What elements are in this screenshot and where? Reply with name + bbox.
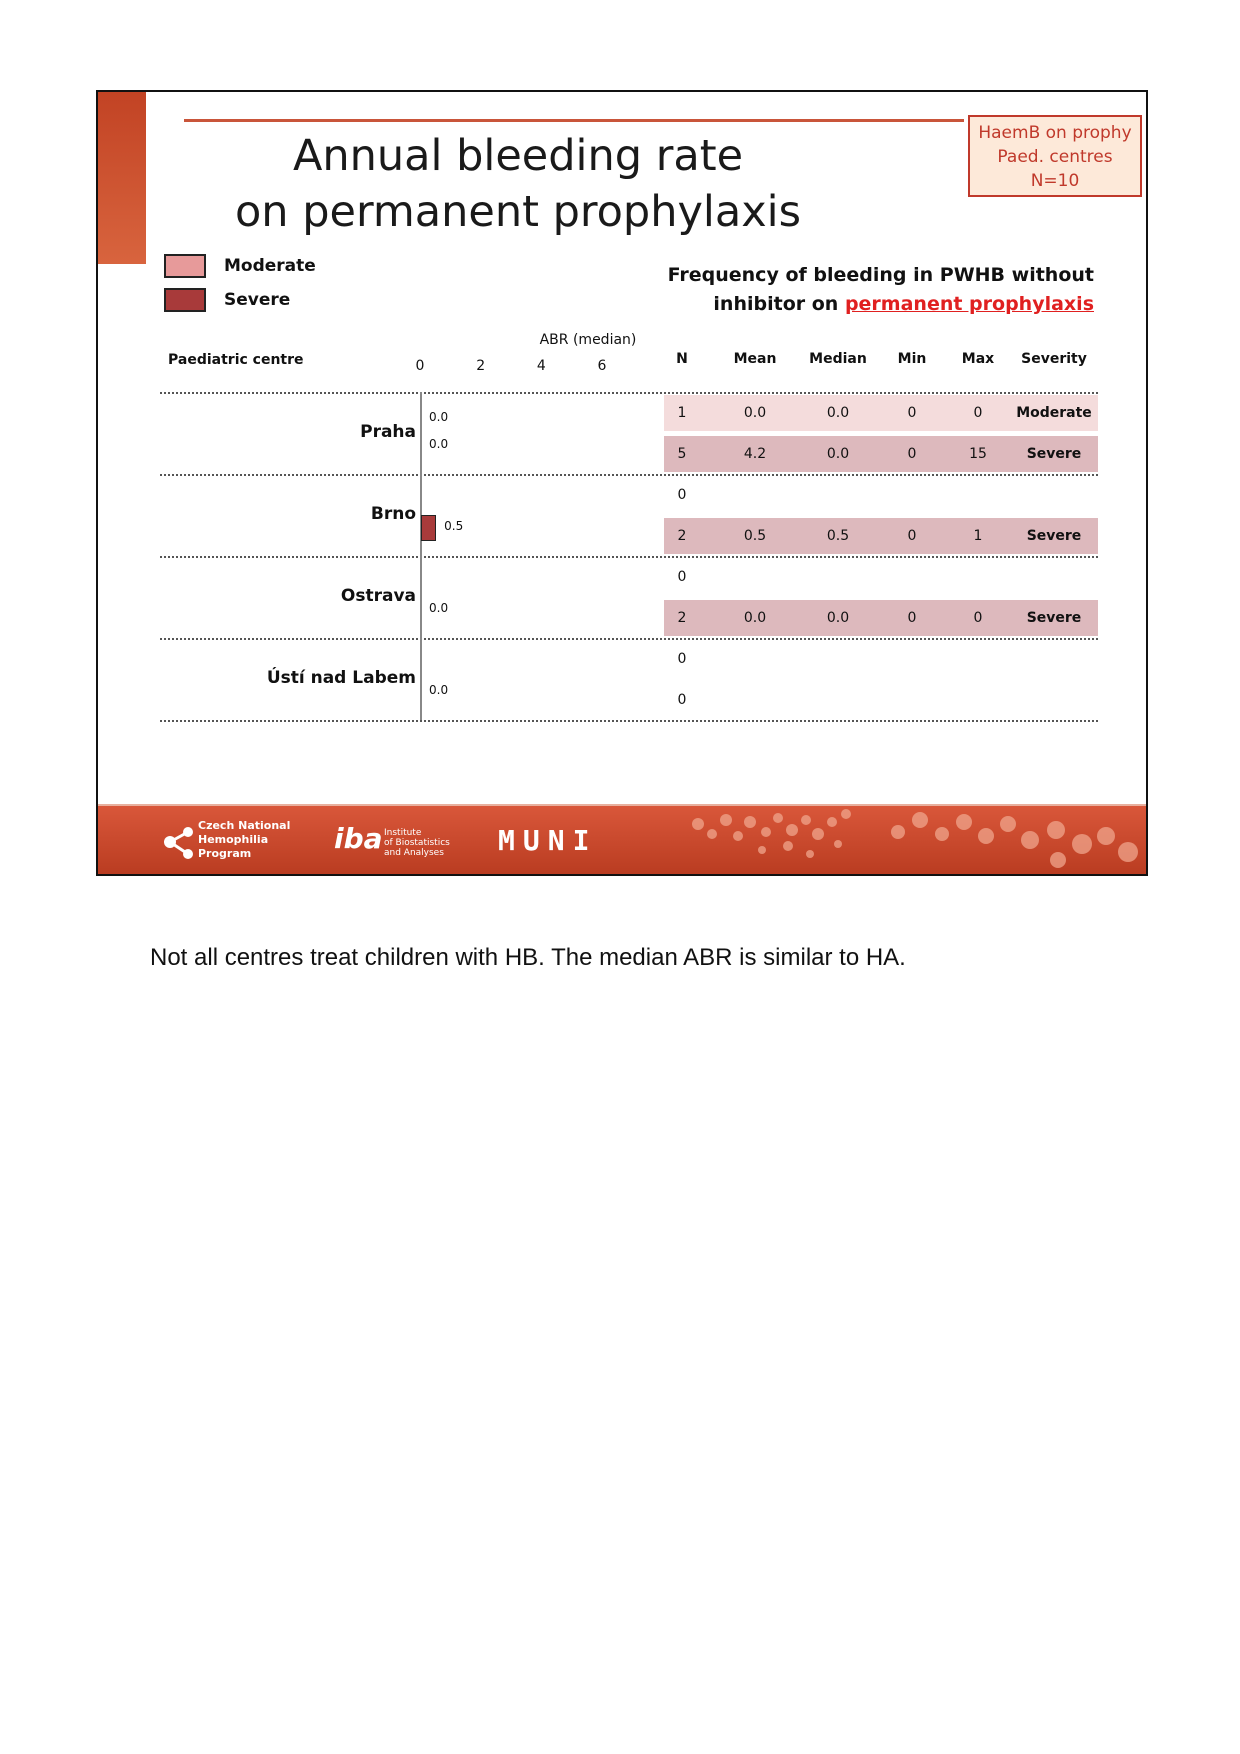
- cell-n: 0: [677, 651, 687, 667]
- separator-line: [160, 638, 1098, 640]
- cell-median: [798, 559, 878, 595]
- table-row: [664, 682, 1098, 718]
- logo-czech-hemophilia: [198, 819, 290, 861]
- header-median: Median: [809, 351, 867, 367]
- cell-max: [948, 641, 1008, 677]
- logo2-line-2: of Biostatistics: [384, 838, 450, 848]
- cell-mean: 0.0: [743, 610, 767, 626]
- header-max: Max: [961, 351, 995, 367]
- cell-severity: Severe: [1026, 446, 1082, 462]
- cell-mean: [720, 477, 790, 513]
- centre-label: Brno: [370, 504, 416, 524]
- cell-median: 0.5: [826, 528, 850, 544]
- data-label: 0.0: [429, 601, 449, 615]
- table-row: [664, 395, 1098, 431]
- cell-max: 1: [973, 528, 983, 544]
- cell-mean: [720, 641, 790, 677]
- cell-min: [882, 559, 942, 595]
- separator-line: [160, 556, 1098, 558]
- bar-severe-brno: [421, 515, 436, 541]
- centre-label: Ostrava: [340, 586, 416, 606]
- data-label: 0.5: [444, 519, 464, 533]
- cell-min: 0: [907, 446, 917, 462]
- legend-swatch-moderate: [164, 254, 206, 278]
- cell-mean: 0.0: [743, 405, 767, 421]
- data-label: 0.0: [429, 683, 449, 697]
- logo1-line-2: Hemophilia: [198, 833, 269, 846]
- y-axis-line: [420, 392, 422, 720]
- cell-mean: 0.5: [743, 528, 767, 544]
- info-badge: [968, 115, 1142, 197]
- header-centre: Paediatric centre: [168, 352, 304, 368]
- x-tick-4: 4: [536, 358, 546, 374]
- header-severity: Severity: [1021, 351, 1087, 367]
- footer-bar: [98, 804, 1148, 876]
- frequency-title-line-2: [668, 290, 1094, 319]
- cell-median: 0.0: [826, 446, 850, 462]
- cell-mean: 4.2: [743, 446, 767, 462]
- cell-severity: [1010, 682, 1098, 718]
- cell-min: 0: [907, 610, 917, 626]
- cell-n: 0: [677, 487, 687, 503]
- cell-mean: [720, 682, 790, 718]
- caption: Not all centres treat children with HB. The median ABR is similar to HA.: [150, 944, 906, 971]
- cell-max: 0: [973, 405, 983, 421]
- cell-median: [798, 682, 878, 718]
- cell-n: 5: [677, 446, 687, 462]
- cell-severity: [1010, 559, 1098, 595]
- slide: [96, 90, 1148, 876]
- separator-line: [160, 392, 1098, 394]
- logo2-line-3: and Analyses: [384, 848, 444, 858]
- badge-line-2: Paed. centres: [997, 147, 1113, 167]
- cell-max: 15: [969, 446, 987, 462]
- cell-min: [882, 641, 942, 677]
- table-row: [664, 600, 1098, 636]
- cell-mean: [720, 559, 790, 595]
- cell-severity: Moderate: [1016, 405, 1092, 421]
- cell-median: [798, 641, 878, 677]
- permanent-prophylaxis-link[interactable]: permanent prophylaxis: [844, 293, 1094, 315]
- cell-max: [948, 559, 1008, 595]
- cell-min: 0: [907, 405, 917, 421]
- centre-label: Ústí nad Labem: [266, 668, 416, 688]
- cell-severity: Severe: [1026, 528, 1082, 544]
- badge-line-1: HaemB on prophy: [978, 123, 1132, 143]
- header-mean: Mean: [733, 351, 777, 367]
- legend-label-moderate: Moderate: [224, 256, 316, 276]
- table-row: [664, 477, 1098, 513]
- header-n: N: [676, 351, 688, 367]
- header-min: Min: [897, 351, 927, 367]
- cell-max: 0: [973, 610, 983, 626]
- logo-iba-subtitle: [384, 828, 450, 858]
- corner-accent-bar: [98, 92, 146, 264]
- title-rule: [184, 119, 964, 122]
- cell-median: 0.0: [826, 610, 850, 626]
- cell-median: [798, 477, 878, 513]
- table-row: [664, 436, 1098, 472]
- data-label: 0.0: [429, 437, 449, 451]
- cell-max: [948, 682, 1008, 718]
- frequency-title-line-1: Frequency of bleeding in PWHB without: [667, 264, 1094, 286]
- frequency-title: [668, 261, 1094, 319]
- cell-severity: [1010, 477, 1098, 513]
- frequency-title-prefix: inhibitor on: [713, 293, 845, 315]
- cell-n: 1: [677, 405, 687, 421]
- logo-muni: MUNI: [498, 824, 598, 857]
- table-row: [664, 518, 1098, 554]
- badge-line-3: N=10: [1030, 171, 1080, 191]
- table-row: [664, 559, 1098, 595]
- separator-line: [160, 474, 1098, 476]
- table-row: [664, 641, 1098, 677]
- logo1-line-1: Czech National: [198, 819, 291, 832]
- logo-iba: iba: [334, 822, 383, 855]
- cell-median: 0.0: [826, 405, 850, 421]
- cell-n: 0: [677, 692, 687, 708]
- axis-title: ABR (median): [539, 332, 637, 348]
- x-tick-2: 2: [476, 358, 486, 374]
- cell-severity: [1010, 641, 1098, 677]
- cell-n: 2: [677, 528, 687, 544]
- title-line-1: Annual bleeding rate: [292, 131, 744, 181]
- cell-severity: Severe: [1026, 610, 1082, 626]
- legend-swatch-severe: [164, 288, 206, 312]
- title-line-2: on permanent prophylaxis: [234, 187, 802, 237]
- cell-min: [882, 682, 942, 718]
- x-tick-0: 0: [415, 358, 425, 374]
- centre-label: Praha: [360, 422, 416, 442]
- legend-label-severe: Severe: [224, 290, 291, 310]
- cell-max: [948, 477, 1008, 513]
- cell-min: 0: [907, 528, 917, 544]
- cell-min: [882, 477, 942, 513]
- data-label: 0.0: [429, 410, 449, 424]
- logo1-line-3: Program: [198, 847, 252, 860]
- cell-n: 0: [677, 569, 687, 585]
- logo2-line-1: Institute: [384, 828, 422, 838]
- slide-title: [218, 128, 818, 240]
- x-tick-6: 6: [597, 358, 607, 374]
- cell-n: 2: [677, 610, 687, 626]
- separator-line: [160, 720, 1098, 722]
